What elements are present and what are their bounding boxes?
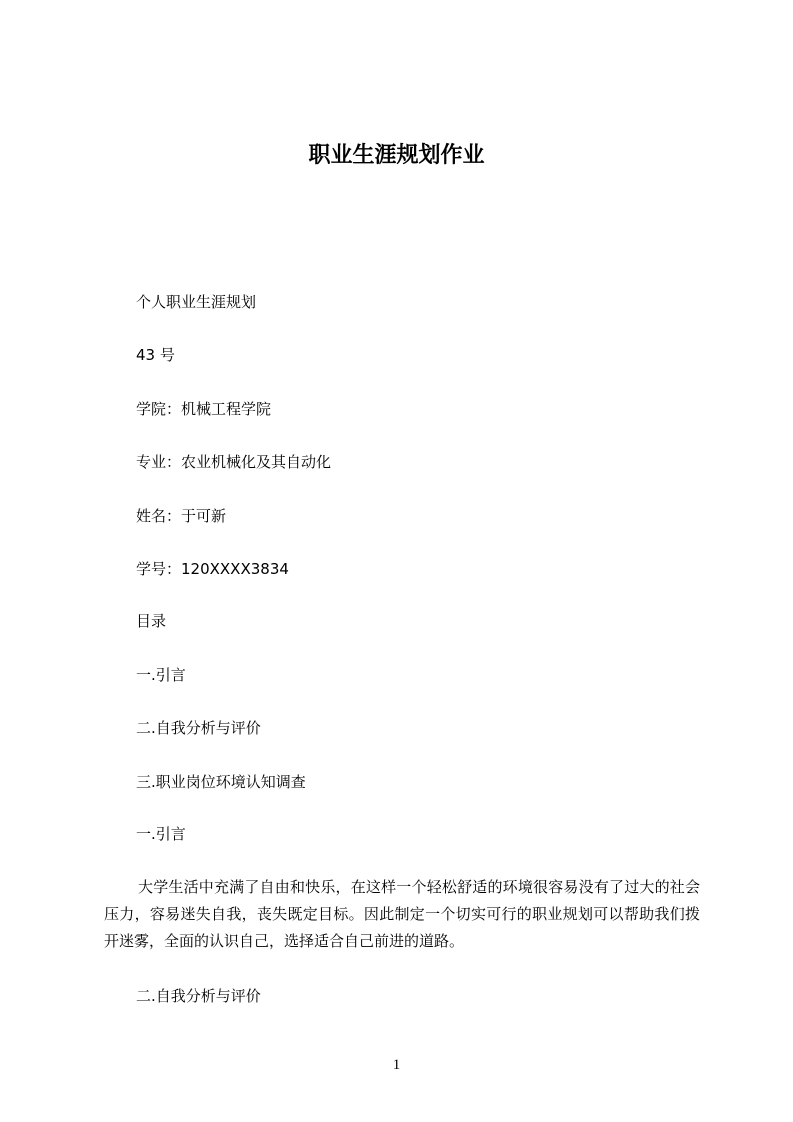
text-line-student-id: 学号：120XXXX3834 bbox=[136, 560, 289, 578]
section-heading-intro: 一.引言 bbox=[136, 825, 186, 843]
intro-paragraph: 大学生活中充满了自由和快乐，在这样一个轻松舒适的环境很容易没有了过大的社会压力，容易迷失自我，丧失既定目标。因此制定一个切实可行的职业规划可以帮助我们拨开迷雾，全面的认识自己，选择适合自己前进的道路。 bbox=[104, 878, 700, 950]
toc-item-intro: 一.引言 bbox=[136, 666, 186, 684]
text-line-number: 43 号 bbox=[136, 346, 175, 364]
text-line-plan-title: 个人职业生涯规划 bbox=[136, 293, 257, 311]
section-heading-self-analysis: 二.自我分析与评价 bbox=[136, 987, 261, 1005]
text-line-major: 专业：农业机械化及其自动化 bbox=[136, 453, 332, 471]
document-title: 职业生涯规划作业 bbox=[308, 143, 485, 168]
toc-item-self-analysis: 二.自我分析与评价 bbox=[136, 719, 261, 737]
text-line-college: 学院：机械工程学院 bbox=[136, 400, 272, 418]
page-number: 1 bbox=[392, 1057, 401, 1073]
toc-item-career-survey: 三.职业岗位环境认知调查 bbox=[136, 773, 306, 791]
toc-heading: 目录 bbox=[136, 612, 167, 630]
text-line-name: 姓名：于可新 bbox=[136, 507, 227, 525]
